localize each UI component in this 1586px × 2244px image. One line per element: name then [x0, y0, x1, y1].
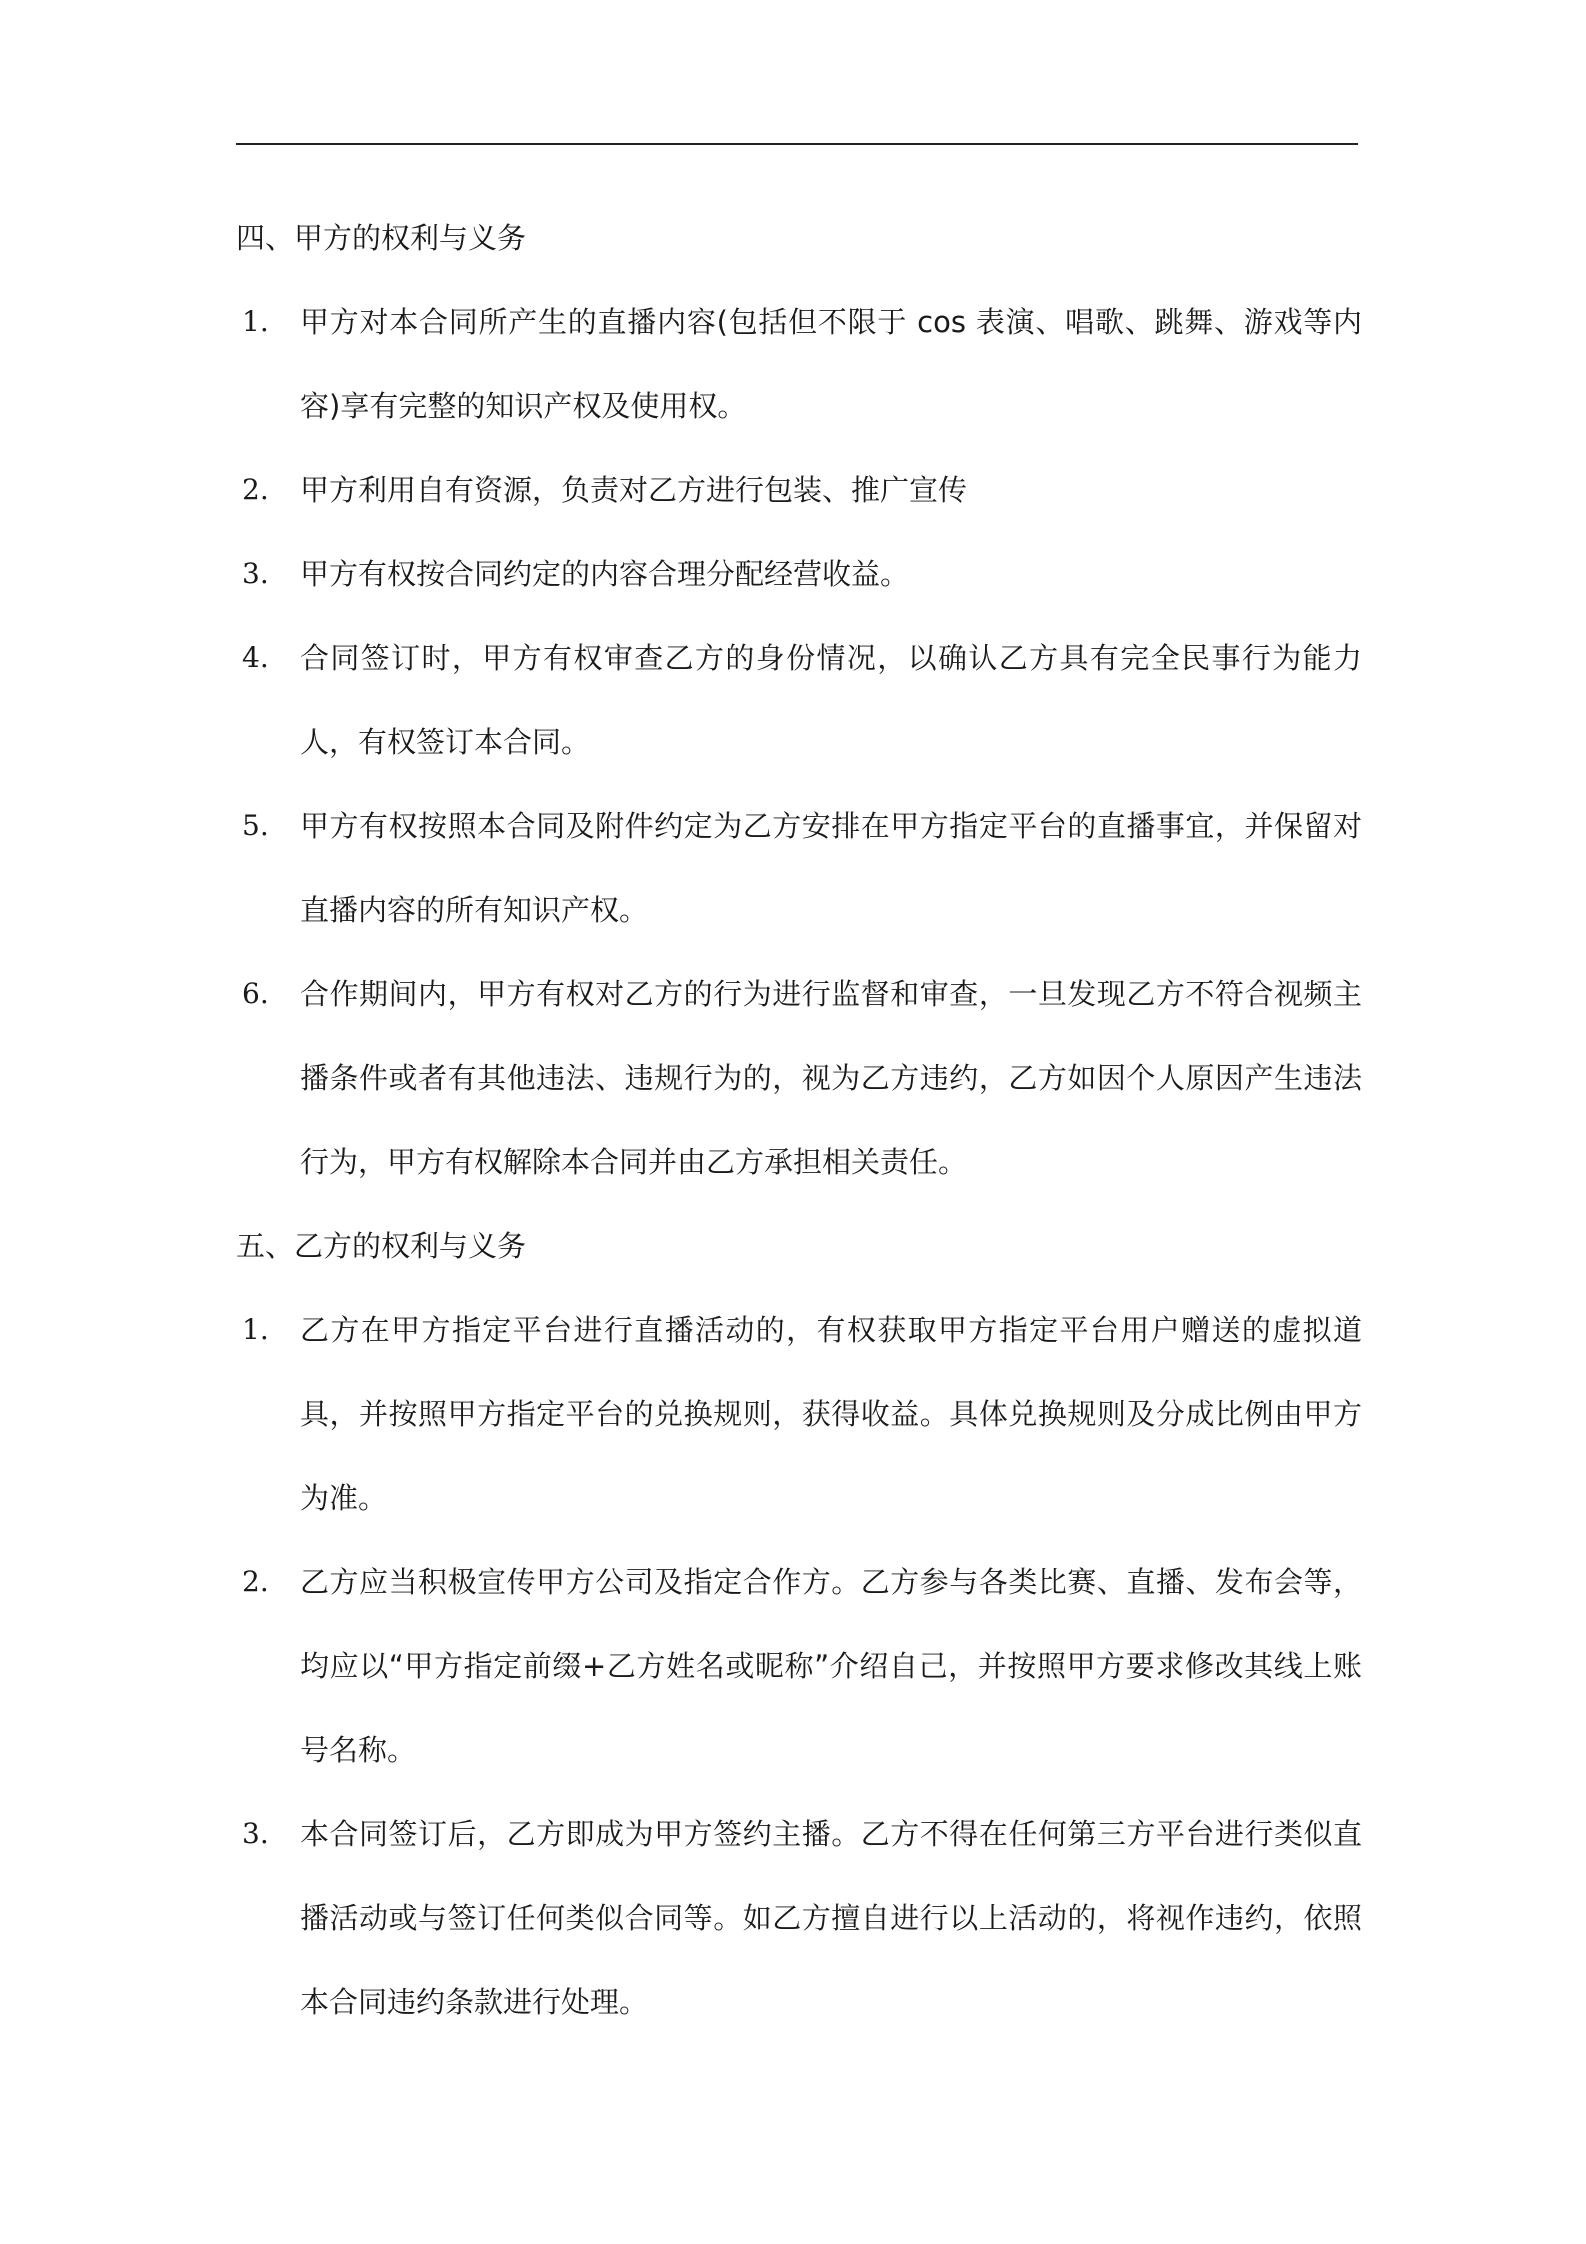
section-party-a — [236, 196, 1362, 1204]
clause-text: 甲方利用自有资源，负责对乙方进行包装、推广宣传 — [300, 473, 968, 507]
clause-item — [236, 1540, 1362, 1792]
clause-text: 合作期间内，甲方有权对乙方的行为进行监督和审查，一旦发现乙方不符合视频主播条件或者有其他违法、违规行为的，视为乙方违约，乙方如因个人原因产生违法行为，甲方有权解除本合同并由乙方承担相关责任。 — [300, 977, 1362, 1179]
clause-number: 2. — [242, 473, 269, 506]
clause-item — [236, 1288, 1362, 1540]
clause-item — [236, 616, 1362, 784]
clause-number: 5. — [242, 809, 269, 842]
clause-number: 3. — [242, 1817, 269, 1850]
clause-item — [236, 532, 1362, 616]
clause-item — [236, 952, 1362, 1204]
clause-item — [236, 280, 1362, 448]
clause-number: 2. — [242, 1565, 269, 1598]
clause-number: 3. — [242, 557, 269, 590]
clause-text: 本合同签订后，乙方即成为甲方签约主播。乙方不得在任何第三方平台进行类似直播活动或与签订任何类似合同等。如乙方擅自进行以上活动的，将视作违约，依照本合同违约条款进行处理。 — [300, 1817, 1362, 2019]
clause-number: 4. — [242, 641, 269, 674]
clause-item — [236, 1792, 1362, 2044]
clause-text: 甲方有权按照本合同及附件约定为乙方安排在甲方指定平台的直播事宜，并保留对直播内容的所有知识产权。 — [300, 809, 1362, 927]
clause-number: 6. — [242, 977, 269, 1010]
clause-text: 甲方有权按合同约定的内容合理分配经营收益。 — [300, 557, 910, 591]
section-heading: 五、乙方的权利与义务 — [236, 1229, 527, 1263]
clause-text: 甲方对本合同所产生的直播内容(包括但不限于 cos 表演、唱歌、跳舞、游戏等内容)享有完整的知识产权及使用权。 — [300, 305, 1362, 423]
section-party-b — [236, 1204, 1362, 2044]
clause-item — [236, 784, 1362, 952]
clause-text: 合同签订时，甲方有权审查乙方的身份情况，以确认乙方具有完全民事行为能力人，有权签订本合同。 — [300, 641, 1362, 759]
document-body — [236, 196, 1362, 2044]
clause-text: 乙方应当积极宣传甲方公司及指定合作方。乙方参与各类比赛、直播、发布会等，均应以“甲方指定前缀+乙方姓名或昵称”介绍自己，并按照甲方要求修改其线上账号名称。 — [300, 1565, 1362, 1767]
clause-number: 1. — [242, 305, 269, 338]
clause-number: 1. — [242, 1313, 269, 1346]
header-rule — [236, 143, 1358, 145]
clause-item — [236, 448, 1362, 532]
section-heading: 四、甲方的权利与义务 — [236, 221, 527, 255]
clause-text: 乙方在甲方指定平台进行直播活动的，有权获取甲方指定平台用户赠送的虚拟道具，并按照甲方指定平台的兑换规则，获得收益。具体兑换规则及分成比例由甲方为准。 — [300, 1313, 1362, 1515]
